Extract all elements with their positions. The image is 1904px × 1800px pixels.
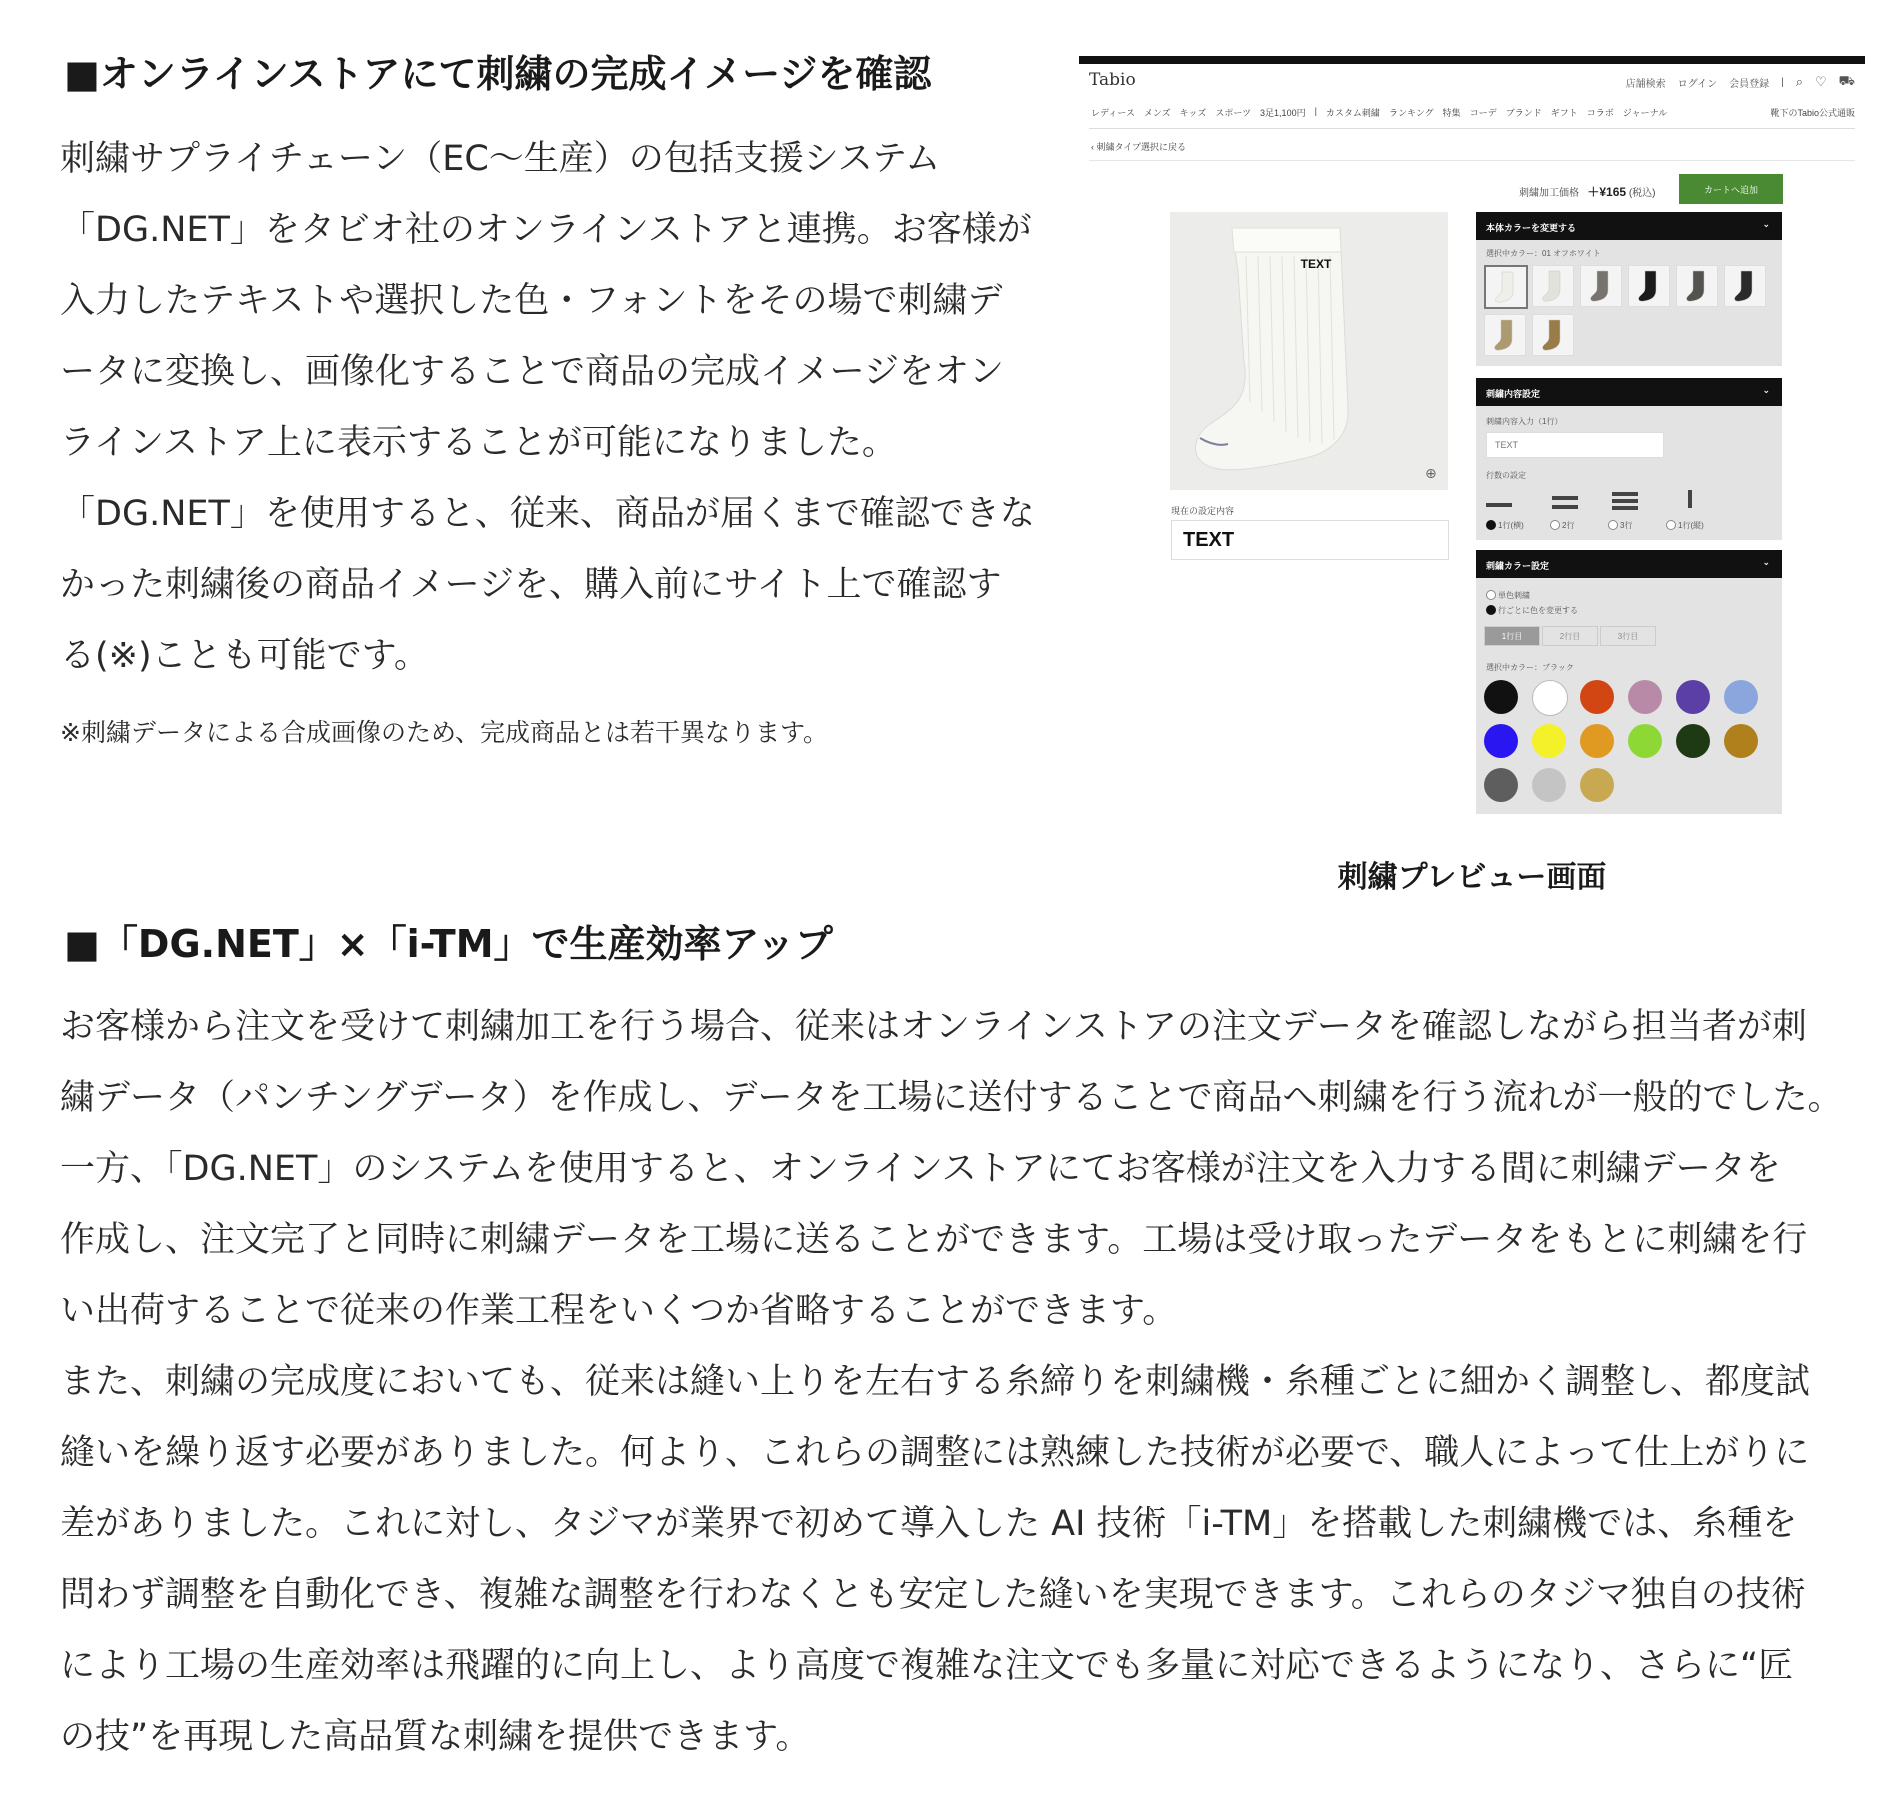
body-color-swatch[interactable] (1532, 314, 1574, 356)
price-label: 刺繍加工価格 (1519, 188, 1579, 199)
text-line: お客様から注文を受けて刺繍加工を行う場合、従来はオンラインストアの注文データを確認しながら担当者が刺 (60, 1007, 1807, 1047)
nav-item[interactable]: ジャーナル (1622, 108, 1668, 118)
tabio-logo: Tabio (1089, 70, 1136, 90)
sock-swatch-icon (1629, 266, 1669, 306)
text-line: 問わず調整を自動化でき、複雑な調整を行わなくとも安定した縫いを実現できます。これらのタジマ独自の技術 (60, 1575, 1806, 1615)
three-line-icon[interactable] (1612, 499, 1638, 503)
line-option-radio-selected[interactable] (1486, 520, 1496, 530)
embroidery-content-header[interactable] (1476, 378, 1782, 406)
text-line: 「DG.NET」をタビオ社のオンラインストアと連携。お客様が (60, 210, 1032, 250)
swatch-sock (1591, 271, 1608, 301)
chevron-down-icon: ⌄ (1762, 219, 1770, 229)
selected-body-color: 選択中カラー：01 オフホワイト (1486, 249, 1601, 258)
text-line: い出荷することで従来の作業工程をいくつか省略することができます。 (60, 1291, 1178, 1331)
color-mode-label: 行ごとに色を変更する (1498, 606, 1578, 615)
three-line-icon[interactable] (1612, 492, 1638, 496)
thread-color-swatch[interactable] (1676, 724, 1710, 758)
text-line: 作成し、注文完了と同時に刺繍データを工場に送ることができます。工場は受け取ったデータをもとに刺繍を行 (60, 1220, 1808, 1260)
tab-line-1[interactable]: 1行目 (1484, 626, 1540, 646)
body-color-swatch[interactable] (1724, 265, 1766, 307)
thread-color-swatch[interactable] (1724, 724, 1758, 758)
body-color-swatch[interactable] (1532, 265, 1574, 307)
thread-color-swatch[interactable] (1724, 680, 1758, 714)
panel-title: 刺繍カラー設定 (1486, 561, 1550, 571)
one-line-icon[interactable] (1486, 503, 1512, 507)
body-color-header[interactable] (1476, 212, 1782, 240)
text-line: る(※)ことも可能です。 (60, 636, 429, 676)
thread-color-swatch[interactable] (1532, 724, 1566, 758)
back-link[interactable] (1091, 140, 1186, 153)
text-line: ータに変換し、画像化することで商品の完成イメージをオン (60, 352, 1004, 392)
sock-swatch-icon (1486, 267, 1526, 307)
nav-item[interactable]: レディース (1091, 108, 1135, 118)
thread-color-swatch[interactable] (1532, 680, 1568, 716)
body-color-swatch[interactable] (1580, 265, 1622, 307)
swatch-sock (1687, 271, 1704, 301)
sock-swatch-icon (1677, 266, 1717, 306)
price-value: ＋¥165 (1587, 185, 1627, 199)
embroidery-preview-screenshot (1079, 56, 1865, 820)
thread-color-swatch[interactable] (1628, 724, 1662, 758)
current-settings-label: 現在の設定内容 (1171, 506, 1235, 516)
line-option-label: 1行(縦) (1678, 521, 1704, 530)
heart-icon[interactable]: ♡ (1814, 74, 1827, 89)
embroidery-content-panel (1476, 378, 1782, 540)
nav-item[interactable]: ランキング (1388, 108, 1434, 118)
nav-item[interactable]: キッズ (1179, 108, 1207, 118)
divider (1089, 128, 1855, 129)
current-settings-box (1171, 520, 1449, 560)
sock-preview-image (1170, 212, 1448, 490)
body-color-swatch[interactable] (1676, 265, 1718, 307)
thread-color-swatch[interactable] (1580, 724, 1614, 758)
thread-color-swatch[interactable] (1484, 768, 1518, 802)
chevron-down-icon: ⌄ (1762, 557, 1770, 567)
body-color-swatch-selected[interactable] (1484, 265, 1528, 309)
top-bar (1079, 56, 1865, 64)
swatch-sock (1735, 271, 1752, 301)
sock-swatch-icon (1533, 315, 1573, 355)
text-line: 差がありました。これに対し、タジマが業界で初めて導入した AI 技術「i-TM」を搭載した刺繍機では、糸種を (60, 1504, 1798, 1544)
line-option-radio[interactable] (1608, 520, 1618, 530)
nav-divider: | (1314, 106, 1317, 116)
line-option-label: 3行 (1620, 521, 1633, 530)
nav-tagline: 靴下のTabio公式通販 (1770, 108, 1855, 118)
thread-color-swatch[interactable] (1580, 680, 1614, 714)
two-line-icon[interactable] (1552, 505, 1578, 509)
screenshot-caption: 刺繍プレビュー画面 (1337, 860, 1607, 895)
text-line: かった刺繍後の商品イメージを、購入前にサイト上で確認す (60, 565, 1002, 605)
line-option-label: 1行(横) (1498, 521, 1524, 530)
body-color-panel (1476, 212, 1782, 366)
nav-item[interactable]: メンズ (1143, 108, 1171, 118)
nav-item[interactable]: スポーツ (1215, 108, 1252, 118)
cart-icon[interactable]: ⛟ (1838, 73, 1855, 88)
embroidery-price (1519, 183, 1656, 200)
sock-swatch-icon (1581, 266, 1621, 306)
line-option-radio[interactable] (1550, 520, 1560, 530)
sock-swatch-icon (1485, 315, 1525, 355)
sock-swatch-icon (1725, 266, 1765, 306)
text-line: 縫いを繰り返す必要がありました。何より、これらの調整には熟練した技術が必要で、職人によって仕上がりに (60, 1433, 1810, 1473)
nav-item[interactable]: ギフト (1550, 108, 1578, 118)
text-line: また、刺繍の完成度においても、従来は縫い上りを左右する糸締りを刺繍機・糸種ごとに細かく調整し、都度試 (60, 1362, 1811, 1402)
thread-color-swatch[interactable] (1484, 724, 1518, 758)
vertical-line-icon[interactable] (1688, 490, 1692, 508)
nav-item[interactable]: コラボ (1586, 108, 1614, 118)
text-line: ラインストア上に表示することが可能になりました。 (60, 423, 897, 463)
utility-links (1626, 73, 1855, 91)
line-count-label: 行数の設定 (1486, 471, 1526, 480)
nav-item[interactable]: 3足1,100円 (1260, 108, 1306, 118)
swatch-sock (1496, 272, 1513, 302)
body-color-swatch[interactable] (1484, 314, 1526, 356)
thread-color-swatch[interactable] (1580, 768, 1614, 802)
nav-item[interactable]: コーデ (1469, 108, 1497, 118)
login-link[interactable]: ログイン (1677, 78, 1718, 90)
section2-heading: ■「DG.NET」×「i-TM」で生産効率アップ (64, 922, 833, 966)
text-line: 一方、「DG.NET」のシステムを使用すると、オンラインストアにてお客様が注文を入力する間に刺繍データを (60, 1149, 1781, 1189)
panel-title: 本体カラーを変更する (1486, 223, 1577, 233)
color-mode-radio[interactable] (1486, 590, 1496, 600)
text-line: 刺繍サプライチェーン（EC～生産）の包括支援システム (60, 139, 941, 179)
section1-body (60, 124, 1050, 692)
color-mode-label: 単色刺繍 (1498, 591, 1530, 600)
embroidery-color-header[interactable] (1476, 550, 1782, 578)
current-settings-value: TEXT (1183, 529, 1235, 551)
embroidery-text-input[interactable] (1486, 432, 1664, 458)
nav-item[interactable]: カスタム刺繍 (1325, 108, 1380, 118)
section1-heading: ■オンラインストアにて刺繍の完成イメージを確認 (64, 52, 932, 96)
selected-thread-color: 選択中カラー：ブラック (1486, 663, 1574, 672)
main-nav (1091, 106, 1855, 119)
color-mode-radio-selected[interactable] (1486, 605, 1496, 615)
swatch-sock (1543, 320, 1560, 350)
thread-color-swatch[interactable] (1484, 680, 1518, 714)
thread-color-swatch[interactable] (1628, 680, 1662, 714)
text-input-label: 刺繍内容入力（1行） (1486, 417, 1563, 426)
two-line-icon[interactable] (1552, 496, 1578, 500)
divider: | (1781, 76, 1784, 88)
swatch-sock (1639, 271, 1656, 301)
register-link[interactable]: 会員登録 (1729, 78, 1770, 90)
tab-line-2[interactable]: 2行目 (1542, 626, 1598, 646)
swatch-sock (1543, 271, 1560, 301)
footnote: ※刺繍データによる合成画像のため、完成商品とは若干異なります。 (60, 718, 828, 747)
body-color-swatch[interactable] (1628, 265, 1670, 307)
sock-text: TEXT (1300, 257, 1332, 271)
thread-color-swatch[interactable] (1532, 768, 1566, 802)
nav-item[interactable]: 特集 (1442, 108, 1461, 118)
nav-item[interactable]: ブランド (1505, 108, 1542, 118)
add-to-cart-button[interactable]: カートへ追加 (1679, 174, 1783, 204)
chevron-left-icon: ‹ (1091, 142, 1097, 152)
sock-swatch-icon (1533, 266, 1573, 306)
divider (1089, 160, 1855, 161)
chevron-down-icon: ⌄ (1762, 385, 1770, 395)
text-line: の技”を再現した高品質な刺繍を提供できます。 (60, 1717, 811, 1757)
three-line-icon[interactable] (1612, 506, 1638, 510)
embroidery-color-panel (1476, 550, 1782, 814)
sock-illustration (1170, 212, 1448, 490)
thread-color-swatch[interactable] (1676, 680, 1710, 714)
text-line: 「DG.NET」を使用すると、従来、商品が届くまで確認できな (60, 494, 1035, 534)
section2-body (60, 992, 1880, 1773)
tab-line-3[interactable]: 3行目 (1600, 626, 1656, 646)
back-link-label: 刺繍タイプ選択に戻る (1096, 142, 1187, 152)
text-line: 繍データ（パンチングデータ）を作成し、データを工場に送付することで商品へ刺繍を行う流れが一般的でした。 (60, 1078, 1843, 1118)
store-search-link[interactable]: 店舗検索 (1625, 78, 1666, 90)
price-tax: (税込) (1628, 188, 1656, 199)
text-line: 入力したテキストや選択した色・フォントをその場で刺繍デ (60, 281, 1003, 321)
text-line: により工場の生産効率は飛躍的に向上し、より高度で複雑な注文でも多量に対応できるようになり、さらに“匠 (60, 1646, 1794, 1686)
swatch-sock (1495, 320, 1512, 350)
panel-title: 刺繍内容設定 (1486, 389, 1541, 399)
line-option-radio[interactable] (1666, 520, 1676, 530)
line-option-label: 2行 (1562, 521, 1575, 530)
zoom-icon[interactable]: ⊕ (1425, 465, 1437, 481)
search-icon[interactable]: ⌕ (1795, 74, 1803, 89)
